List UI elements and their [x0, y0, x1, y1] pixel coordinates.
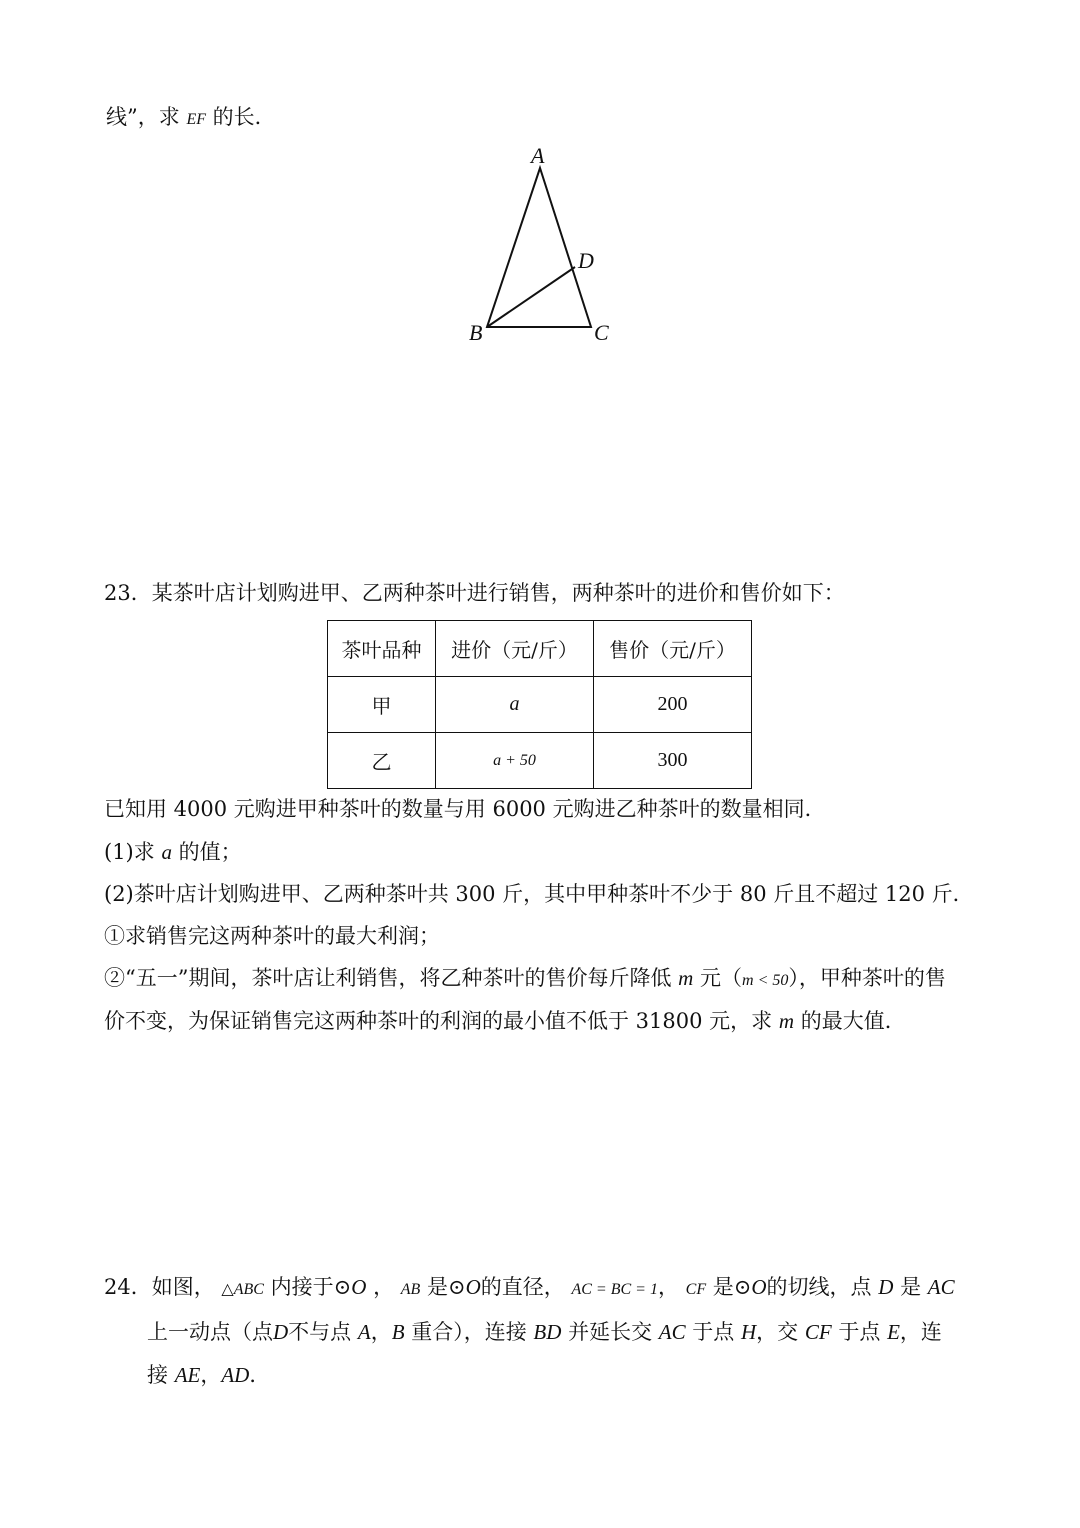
cell-cost: a + 50 — [436, 733, 594, 789]
cell-kind: 乙 — [328, 733, 436, 789]
cell-price: 300 — [594, 733, 752, 789]
segment-bd — [487, 267, 575, 327]
q23-part2c: 价不变，为保证销售完这两种茶叶的利润的最小值不低于 31800 元，求 m 的最大值． — [104, 1009, 906, 1033]
q23-part2a: ①求销售完这两种茶叶的最大利润； — [104, 924, 440, 948]
cell-cost: a — [436, 677, 594, 733]
q23-stem: 23．某茶叶店计划购进甲、乙两种茶叶进行销售，两种茶叶的进价和售价如下： — [104, 581, 845, 605]
tea-price-table — [327, 620, 752, 789]
header-price: 售价（元/斤） — [594, 621, 752, 677]
table-row — [328, 677, 752, 733]
prev-question-tail: 线”，求 EF 的长． — [106, 105, 276, 129]
cell-kind: 甲 — [328, 677, 436, 733]
q24-line3: 接 AE，AD． — [147, 1363, 271, 1387]
label-d: D — [578, 248, 594, 273]
cell-price: 200 — [594, 677, 752, 733]
header-kind: 茶叶品种 — [328, 621, 436, 677]
q23-part1: (1)求 a 的值； — [104, 840, 242, 864]
header-cost: 进价（元/斤） — [436, 621, 594, 677]
label-c: C — [594, 320, 609, 345]
q24-line1: 24．如图， △ABC 内接于⊙O ， AB 是⊙O的直径， AC = BC = 1， CF 是⊙O的切线，点 D 是 AC — [104, 1275, 955, 1299]
q24-line2: 上一动点（点D不与点 A，B 重合），连接 BD 并延长交 AC 于点 H，交 CF 于点 E，连 — [147, 1320, 942, 1344]
table-header-row — [328, 621, 752, 677]
table-row — [328, 733, 752, 789]
label-b: B — [469, 320, 483, 345]
label-a: A — [531, 143, 545, 168]
q23-part2: (2)茶叶店计划购进甲、乙两种茶叶共 300 斤，其中甲种茶叶不少于 80 斤且不超过 120 斤． — [104, 882, 974, 906]
triangle-abc — [487, 168, 591, 327]
q23-part2b: ②“五一”期间，茶叶店让利销售，将乙种茶叶的售价每斤降低 m 元（m < 50），甲种茶叶的售 — [104, 966, 946, 990]
q23-known: 已知用 4000 元购进甲种茶叶的数量与用 6000 元购进乙种茶叶的数量相同． — [104, 797, 826, 821]
